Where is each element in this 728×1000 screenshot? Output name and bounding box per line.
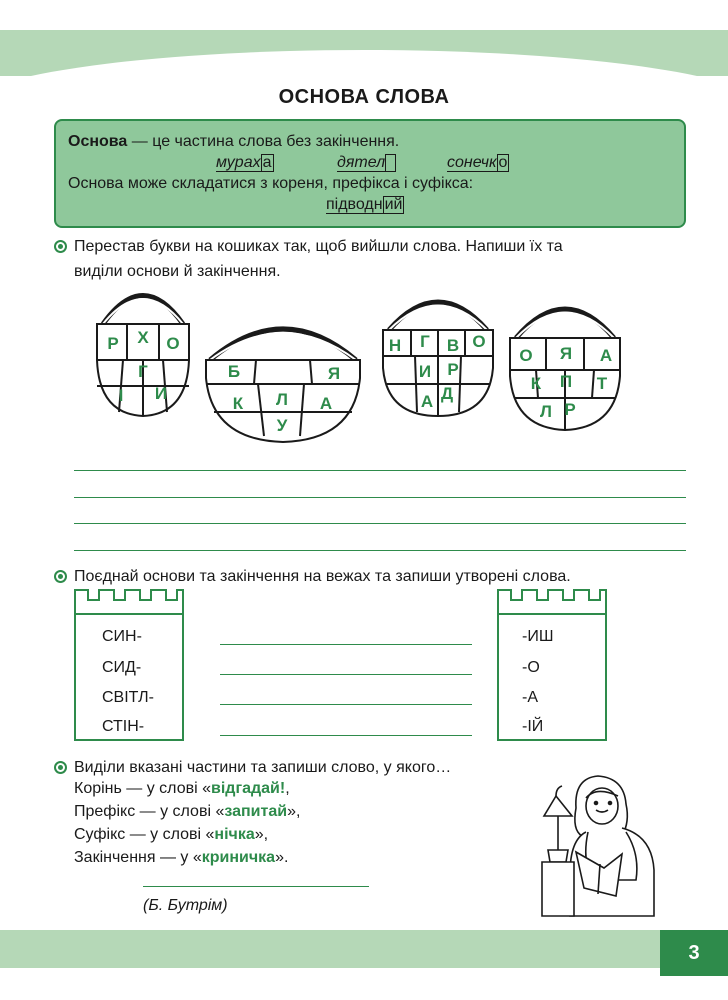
tower-stem: СВІТЛ- (102, 689, 154, 706)
basket-letter: В (446, 336, 460, 355)
tower-stem: СИД- (102, 659, 142, 676)
basket-letter: Я (327, 364, 341, 383)
basket-letter: У (276, 416, 288, 435)
basket-letter: К (530, 374, 542, 393)
basket-letter: Б (227, 362, 241, 381)
writing-line[interactable] (74, 497, 686, 498)
basket-letter: Г (420, 332, 430, 351)
riddle-text: Корінь — у слові «відгадай!, Префікс — у слові «запитай», Суфікс — у слові «нічка», Закінчення — у «криничка». (74, 780, 301, 866)
basket-letter: А (319, 394, 333, 413)
task3-text: Виділи вказані частини та запиши слово, у якого… (74, 759, 452, 776)
task2-text: Поєднай основи та закінчення на вежах та запиши утворені слова. (74, 568, 571, 585)
basket-letter: О (166, 334, 180, 353)
basket-letter: Р (564, 400, 576, 419)
basket-letter: А (599, 346, 613, 365)
tower-ending: -О (522, 659, 540, 676)
basket-letter: Т (596, 374, 608, 393)
basket-letter: І (118, 386, 124, 405)
basket-letter: К (232, 394, 244, 413)
basket (506, 294, 624, 434)
rule-line-1: Основа — це частина слова без закінчення. (68, 133, 400, 150)
bottom-band (0, 930, 728, 968)
example-word: мурах а (216, 154, 272, 171)
rule-line-2: Основа може складатися з кореня, префікса і суфікса: (68, 175, 474, 192)
answer-line[interactable] (220, 735, 472, 736)
task-bullet-icon (54, 570, 67, 583)
answer-line[interactable] (220, 704, 472, 705)
tower-stem: СИН- (102, 628, 142, 645)
example-word: дятел (337, 154, 396, 172)
tower-ending: -ИШ (522, 628, 554, 645)
example-word: підводн ий (326, 196, 403, 213)
task-bullet-icon (54, 240, 67, 253)
basket-letter: Л (540, 402, 552, 421)
basket-letter: Д (440, 384, 454, 403)
right-tower (497, 588, 607, 744)
tower-ending: -ІЙ (522, 718, 544, 735)
writing-line[interactable] (74, 550, 686, 551)
writing-line[interactable] (74, 523, 686, 524)
author: (Б. Бутрім) (143, 897, 228, 914)
basket-letter: И (418, 362, 432, 381)
task-bullet-icon (54, 761, 67, 774)
basket-letter: Н (388, 336, 402, 355)
basket-letter: О (472, 332, 486, 351)
page-title: ОСНОВА СЛОВА (278, 86, 450, 108)
basket-letter: Я (559, 344, 573, 363)
writing-line[interactable] (74, 470, 686, 471)
basket (93, 282, 193, 422)
basket-letter: О (519, 346, 533, 365)
basket-letter: И (154, 384, 168, 403)
answer-line[interactable] (143, 886, 369, 887)
basket-letter: Л (276, 390, 288, 409)
basket-letter: П (559, 372, 573, 391)
basket-letter: Г (138, 362, 148, 381)
basket (204, 318, 362, 446)
basket-letter: Р (447, 360, 459, 379)
basket-letter: Р (107, 334, 119, 353)
tower-stem: СТІН- (102, 718, 145, 735)
tower-battlement-icon (497, 588, 607, 618)
page-number: 3 (660, 930, 728, 976)
basket-letter: Х (137, 328, 149, 347)
basket (381, 288, 495, 420)
girl-reading-illustration (526, 770, 666, 920)
answer-line[interactable] (220, 674, 472, 675)
example-word: сонечк о (447, 154, 508, 171)
tower-ending: -А (522, 689, 538, 706)
tower-battlement-icon (74, 588, 184, 618)
task1-text: Перестав букви на кошиках так, щоб вийшли слова. Напиши їх та виділи основи й закінчення. (74, 238, 563, 280)
basket-letter: А (420, 392, 434, 411)
answer-line[interactable] (220, 644, 472, 645)
rule-box (54, 119, 686, 228)
